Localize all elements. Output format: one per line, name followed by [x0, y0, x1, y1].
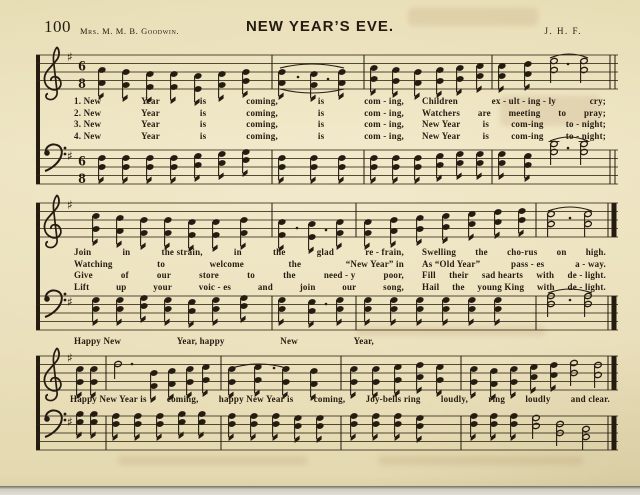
- lyric-word: ex - ult - ing - ly: [491, 96, 556, 106]
- lyric-word: to: [247, 270, 255, 281]
- lyric-word: up: [116, 281, 127, 292]
- lyric-word: Year: [141, 96, 160, 106]
- lyric-word: ring: [488, 394, 506, 404]
- lyric-word: As “Old Year”: [422, 258, 481, 269]
- svg-text:6: 6: [78, 58, 86, 75]
- lyric-word: New Year: [422, 130, 461, 141]
- lyric-word: high.: [585, 247, 606, 257]
- lyric-word: glad: [316, 247, 335, 257]
- lyric-phrase: [422, 108, 606, 120]
- lyric-phrase: [74, 96, 404, 108]
- lyric-word: Fill: [422, 270, 436, 281]
- lyric-phrase: [74, 131, 404, 143]
- lyric-word: Children: [422, 96, 458, 106]
- lyric-word: Year: [141, 119, 160, 130]
- lyric-word: is: [199, 107, 207, 118]
- lyric-word: coming,: [166, 394, 199, 404]
- lyric-word: in: [122, 247, 131, 257]
- lyric-word: our: [342, 281, 357, 292]
- composer-credit: J. H. F.: [544, 26, 582, 36]
- lyric-phrase: [422, 96, 606, 108]
- lyric-word: coming,: [313, 394, 346, 404]
- lyric-word: join: [299, 281, 316, 292]
- lyric-word: Lift: [74, 281, 90, 292]
- lyric-word: com - ing,: [364, 96, 404, 106]
- lyric-phrase: [422, 247, 606, 259]
- lyric-word: poor,: [383, 270, 404, 281]
- lyric-word: Year, happy: [176, 336, 225, 346]
- lyric-phrase: [422, 270, 606, 282]
- lyric-phrase: [74, 119, 404, 131]
- page-number: 100: [44, 17, 71, 36]
- lyric-word: Join: [74, 247, 92, 257]
- lyric-word: Swelling: [422, 247, 457, 257]
- lyric-word: New: [280, 336, 298, 346]
- lyric-word: is: [199, 130, 207, 141]
- svg-text:8: 8: [78, 171, 86, 187]
- lyric-word: de - light.: [567, 281, 606, 292]
- lyric-word: com-ing: [511, 119, 544, 130]
- lyric-line: [36, 119, 620, 131]
- lyric-word: our: [156, 270, 172, 281]
- svg-text:♯: ♯: [67, 295, 73, 309]
- lyric-word: is: [482, 130, 490, 141]
- lyric-word: 2. New: [74, 107, 102, 118]
- lyric-word: coming,: [246, 119, 278, 130]
- lyric-word: welcome: [209, 258, 244, 269]
- lyric-line: [36, 270, 620, 282]
- lyric-word: Year: [141, 107, 160, 118]
- lyric-word: pass - es: [511, 258, 545, 269]
- page-bottom-edge: [0, 486, 640, 495]
- lyric-line: [36, 131, 620, 143]
- svg-text:♯: ♯: [67, 50, 73, 64]
- svg-text:♯: ♯: [67, 149, 73, 163]
- lyric-word: Happy New Year is: [70, 394, 147, 404]
- lyric-word: song,: [383, 281, 404, 292]
- lyric-word: Watching: [74, 258, 113, 269]
- lyric-word: cho-rus: [507, 247, 538, 257]
- svg-text:♯: ♯: [67, 415, 73, 429]
- lyric-line: [36, 247, 620, 259]
- lyric-word: store: [199, 270, 219, 281]
- lyric-word: com-ing: [511, 130, 544, 141]
- lyric-word: the: [288, 258, 302, 269]
- lyric-word: Hail: [422, 281, 440, 292]
- lyric-word: to: [558, 107, 567, 118]
- lyric-word: Year,: [353, 336, 374, 346]
- lyric-word: Happy New: [74, 336, 122, 346]
- lyric-word: sad hearts: [481, 270, 524, 281]
- lyric-word: meeting: [508, 107, 541, 118]
- lyric-word: is: [199, 96, 207, 106]
- lyric-word: their: [449, 270, 469, 281]
- lyric-phrase: [422, 282, 606, 294]
- lyric-word: to - night;: [565, 130, 606, 141]
- lyric-word: need - y: [323, 270, 356, 281]
- lyric-phrase: [74, 247, 404, 259]
- lyric-word: happy New Year is: [218, 394, 294, 404]
- lyric-word: 3. New: [74, 119, 102, 130]
- lyric-word: Watchers: [422, 107, 461, 118]
- lyric-word: in: [233, 247, 242, 257]
- lyric-word: coming,: [246, 130, 278, 141]
- lyric-word: the strain,: [161, 247, 203, 257]
- lyric-phrase: [74, 259, 404, 271]
- lyric-word: the: [283, 270, 296, 281]
- lyric-word: “New Year” in: [345, 258, 404, 269]
- lyric-word: is: [317, 119, 325, 130]
- chorus-lyric-line: [70, 394, 610, 405]
- system-staff-6-bass: [36, 400, 620, 482]
- lyric-word: pray;: [583, 107, 606, 118]
- lyric-word: com - ing,: [364, 130, 404, 141]
- lyric-line: [36, 282, 620, 294]
- lyric-line: [36, 259, 620, 271]
- lyric-word: Give: [74, 270, 93, 281]
- lyric-phrase: [422, 259, 606, 271]
- lyric-line: [36, 108, 620, 120]
- lyric-word: the: [475, 247, 488, 257]
- lyric-phrase: [74, 282, 404, 294]
- lyric-word: to: [157, 258, 166, 269]
- lyric-word: loudly: [525, 394, 551, 404]
- svg-text:8: 8: [78, 76, 86, 92]
- lyric-word: is: [317, 96, 325, 106]
- lyric-word: 1. New: [74, 96, 102, 106]
- lyric-word: is: [482, 119, 490, 130]
- lyric-word: your: [153, 281, 173, 292]
- lyric-word: coming,: [246, 96, 278, 106]
- lyric-word: a - way.: [575, 258, 606, 269]
- lyric-word: and clear.: [570, 394, 610, 404]
- lyric-phrase: [74, 108, 404, 120]
- lyric-word: loudly,: [440, 394, 469, 404]
- lyric-line: [36, 96, 620, 108]
- lyric-word: with: [536, 281, 555, 292]
- lyric-word: to - night;: [565, 119, 606, 130]
- lyric-word: is: [317, 130, 325, 141]
- svg-text:♯: ♯: [67, 351, 73, 365]
- lyric-word: on: [556, 247, 567, 257]
- lyric-word: with: [536, 270, 555, 281]
- lyric-word: the: [452, 281, 465, 292]
- lyric-word: re - frain,: [365, 247, 404, 257]
- lyric-word: New Year: [422, 119, 461, 130]
- lyric-phrase: [422, 131, 606, 143]
- lyric-word: Joy-bells ring: [365, 394, 421, 404]
- lyric-word: voic - es: [198, 281, 232, 292]
- lyric-word: is: [317, 107, 325, 118]
- page-title: NEW YEAR’S EVE.: [245, 18, 395, 35]
- svg-text:♯: ♯: [67, 198, 73, 212]
- lyric-word: is: [199, 119, 207, 130]
- lyric-word: de - light.: [567, 270, 606, 281]
- lyricist-credit: Mrs. M. M. B. Goodwin.: [80, 26, 180, 36]
- lyric-word: are: [477, 107, 491, 118]
- lyric-word: of: [120, 270, 129, 281]
- lyric-word: and: [257, 281, 273, 292]
- interlude-lyric-line: [74, 336, 374, 347]
- lyric-phrase: [74, 270, 404, 282]
- lyric-word: Year: [141, 130, 160, 141]
- lyric-word: the: [272, 247, 286, 257]
- verse-block-1: [36, 96, 620, 142]
- lyric-word: coming,: [246, 107, 278, 118]
- lyric-word: cry;: [589, 96, 606, 106]
- lyric-word: young King: [477, 281, 525, 292]
- lyric-word: com - ing,: [364, 119, 404, 130]
- lyric-phrase: [422, 119, 606, 131]
- lyric-word: com - ing,: [364, 107, 404, 118]
- svg-text:6: 6: [78, 153, 86, 170]
- verse-block-2: [36, 247, 620, 293]
- lyric-word: 4. New: [74, 130, 102, 141]
